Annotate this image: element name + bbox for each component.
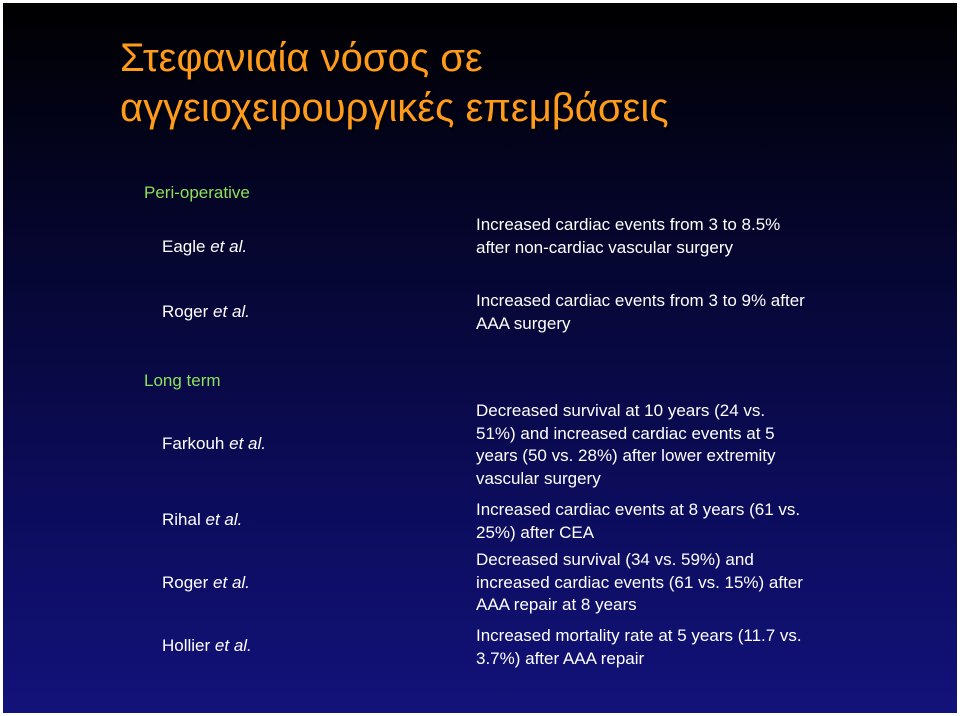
author-etal: et al.: [205, 510, 243, 529]
author-name: Roger: [162, 573, 209, 592]
slide-title-line-1: Στεφανιαία νόσος σε: [120, 36, 483, 80]
author-etal: et al.: [213, 302, 250, 321]
author-etal: et al.: [214, 636, 252, 655]
slide-title: [120, 33, 669, 133]
study-finding-eagle: Increased cardiac events from 3 to 8.5% after non-cardiac vascular surgery: [476, 215, 781, 257]
slide: [3, 3, 957, 713]
study-author-farkouh: [162, 434, 266, 454]
author-etal: et al.: [229, 434, 266, 453]
author-name: Hollier: [162, 636, 211, 655]
study-author-roger-perioperative: [162, 302, 250, 322]
slide-title-line-2: αγγειοχειρουργικές επεμβάσεις: [120, 86, 669, 130]
study-finding-roger-long-term: Decreased survival (34 vs. 59%) and increased cardiac events (61 vs. 15%) after AAA repair at 8 years: [476, 550, 803, 614]
study-finding-roger-perioperative: Increased cardiac events from 3 to 9% after AAA surgery: [476, 291, 805, 333]
study-author-roger-long-term: [162, 573, 250, 593]
study-author-eagle: [162, 237, 247, 257]
author-name: Rihal: [162, 510, 201, 529]
author-etal: et al.: [210, 237, 248, 256]
study-author-rihal: [162, 510, 242, 530]
study-author-hollier: [162, 636, 252, 656]
author-name: Eagle: [162, 237, 206, 256]
section-heading-long-term: Long term: [144, 371, 221, 390]
author-name: Roger: [162, 302, 209, 321]
section-heading-peri-operative: Peri-operative: [144, 183, 250, 202]
author-etal: et al.: [213, 573, 250, 592]
study-finding-rihal: Increased cardiac events at 8 years (61 vs. 25%) after CEA: [476, 500, 801, 542]
study-finding-hollier: Increased mortality rate at 5 years (11.7 vs. 3.7%) after AAA repair: [476, 626, 802, 668]
author-name: Farkouh: [162, 434, 225, 453]
study-finding-farkouh: Decreased survival at 10 years (24 vs. 51%) and increased cardiac events at 5 years (50 vs. 28%) after lower extremity vascular surgery: [476, 401, 776, 488]
